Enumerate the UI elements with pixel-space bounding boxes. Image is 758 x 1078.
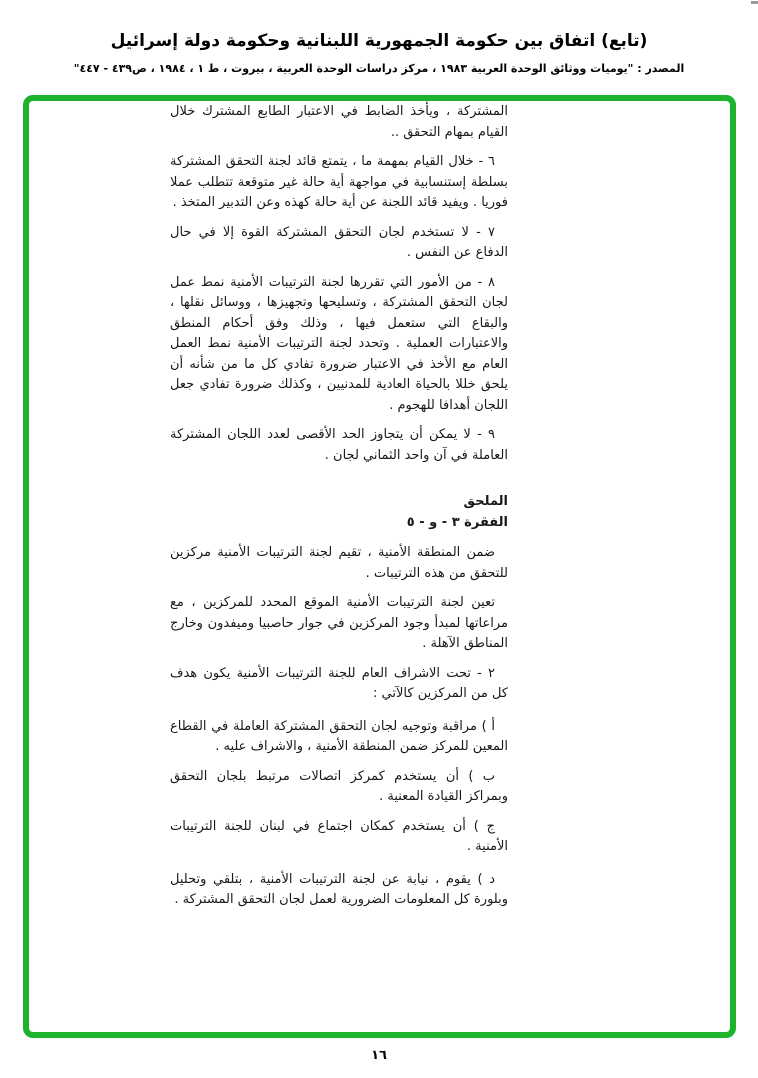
paragraph-point-c: ج ) أن يستخدم كمكان اجتماع في لبنان للجنة الترتيبات الأمنية .: [170, 818, 508, 854]
paragraph-continuation: المشتركة ، ويأخذ الضابط في الاعتبار الطابع المشترك خلال القيام بمهام التحقق ..: [170, 104, 508, 140]
paragraph-point-b: ب ) أن يستخدم كمركز اتصالات مرتبط بلجان التحقق وبمراكز القيادة المعنية .: [170, 768, 508, 804]
paragraph-clause-6: ٦ - خلال القيام بمهمة ما ، يتمتع قائد لجنة التحقق المشتركة بسلطة إستنسابية في مواجهة أية حالة غير متوقعة تتطلب عملا فوريا . ويفيد قائد اللجنة عن أية حالة كهذه وعن التدبير المتخذ .: [170, 154, 508, 210]
paragraph-clause-2: ٢ - تحت الاشراف العام للجنة الترتيبات الأمنية يكون هدف كل من المركزين كالآتي :: [170, 665, 508, 701]
paragraph-clause-8: ٨ - من الأمور التي تقررها لجنة الترتيبات الأمنية نمط عمل لجان التحقق المشتركة ، وتسليحها وتجهيزها ، ووسائل نقلها ، والبقاع التي ستعمل فيها ، وذلك وفق أحكام المنطق والاعتبارات العملية . وتحدد لجنة الترتيبات الأمنية نمط العمل العام مع الأخذ في الاعتبار ضرورة تفادي كل ما من شأنه أن يلحق خللا بالحياة العادية للمدنيين ، وكذلك ضرورة تفادي جعل اللجان أهدافا للهجوم .: [170, 274, 508, 413]
source-citation: المصدر : "يوميات ووثائق الوحدة العربية ١٩٨٣ ، مركز دراسات الوحدة العربية ، بيروت ، ط ١ ، ١٩٨٤ ، ص٤٣٩ - ٤٤٧": [73, 62, 685, 75]
document-body: [170, 102, 508, 920]
page-number: ١٦: [371, 1048, 387, 1063]
paragraph-annex-sites: تعين لجنة الترتيبات الأمنية الموقع المحدد للمركزين ، مع مراعاتها لمبدأ وجود المركزين في جوار حاصبيا وميفدون وخارج المناطق الآهلة .: [170, 595, 508, 651]
paragraph-annex-intro: ضمن المنطقة الأمنية ، تقيم لجنة الترتيبات الأمنية مركزين للتحقق من هذه الترتيبات .: [170, 545, 508, 581]
annex-heading: الملحق: [463, 494, 508, 509]
paragraph-clause-9: ٩ - لا يمكن أن يتجاوز الحد الأقصى لعدد اللجان المشتركة العاملة في آن واحد الثماني لجان .: [170, 427, 508, 463]
paragraph-point-a: أ ) مراقبة وتوجيه لجان التحقق المشتركة العاملة في القطاع المعين للمركز ضمن المنطقة الأمنية ، والاشراف عليه .: [170, 718, 508, 754]
document-title: (تابع) اتفاق بين حكومة الجمهورية اللبنانية وحكومة دولة إسرائيل: [110, 31, 648, 51]
scan-artifact: [751, 1, 758, 4]
annex-subheading: الفقرة ٣ - و - ٥: [406, 514, 508, 530]
paragraph-point-d: د ) يقوم ، نيابة عن لجنة الترتيبات الأمنية ، بتلقي وتحليل وبلورة كل المعلومات الضرورية لعمل لجان التحقق المشتركة .: [170, 871, 508, 907]
paragraph-clause-7: ٧ - لا تستخدم لجان التحقق المشتركة القوة إلا في حال الدفاع عن النفس .: [170, 224, 508, 260]
